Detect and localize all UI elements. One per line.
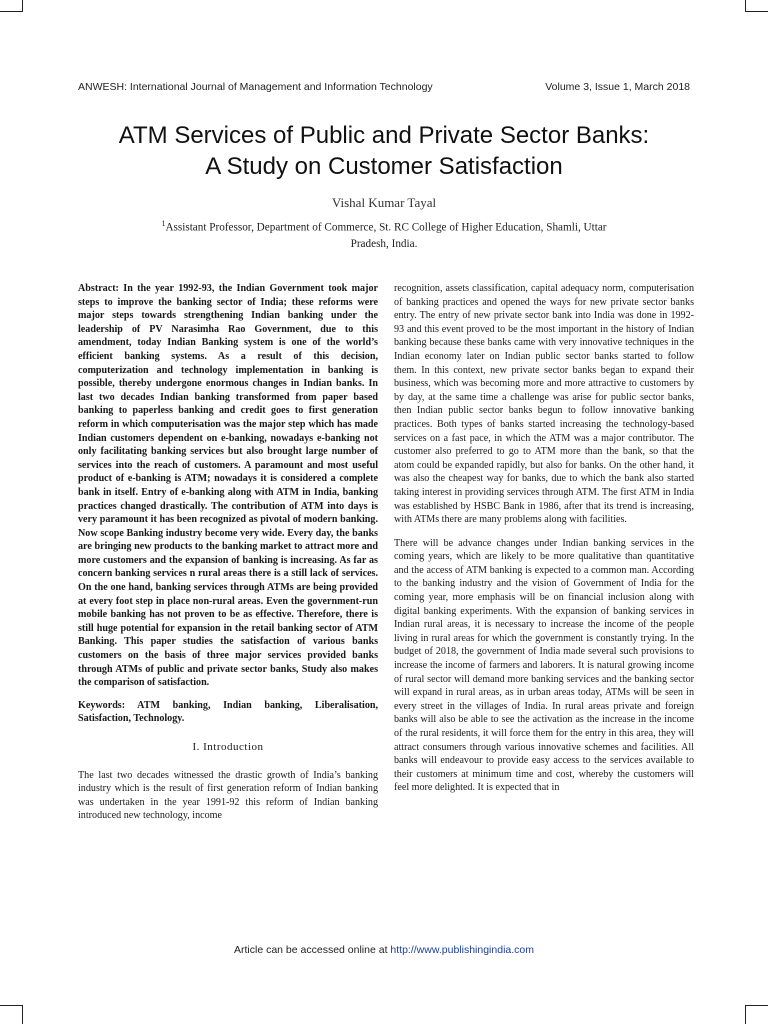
body-paragraph-2: There will be advance changes under Indian banking services in the coming years, which are likely to be more qualitative than quantitative and the access of ATM banking is expected to a common man. According to the banking industry and the vision of Government of India for the coming year, more emphasis will be on financial inclusion along with digital banking experiments. With the expansion of banking services in Indian rural areas, it is necessary to increase the income of the people living in rural areas for which the government is constantly trying. In the budget of 2018, the government of India made several such provisions to increase the income of farmers and laborers. It is natural growing income of rural sector will demand more banking services and the banking sector will expand in rural areas, as in urban areas today, ATMs will be seen in every street in the villages of India. In rural areas private and foreign banks will also be able to see the activation as the increase in the income of the rural residents, it will force them for the entry in this area, they will attract consumers through various innovative schemes and facilities. All banks will endeavour to provide easy access to the services available to their customers at minimum time and cost, whereby the customers will feel more delighted. It is expected that in [394,537,694,794]
footer-link[interactable]: http://www.publishingindia.com [390,944,534,956]
crop-mark [0,1005,22,1006]
right-column [394,282,694,795]
crop-mark [746,1005,768,1006]
intro-paragraph: The last two decades witnessed the drastic growth of India’s banking industry which is the result of first generation reform of Indian banking was undertaken in the year 1991-92 this reform of Indian banking introduced new technology, income [78,769,378,822]
affiliation-marker: 1 [161,219,166,228]
left-column [78,282,378,823]
crop-mark [22,0,23,12]
crop-mark [0,11,22,12]
crop-mark [745,1005,746,1024]
footer [0,944,768,956]
body-paragraph-1: recognition, assets classification, capital adequacy norm, computerisation of banking practices and opened the ways for new private sector banks entry. The entry of new private sector bank into India was done in 1992-93 and this event proved to be the most important in the history of Indian banking because these banks came with very innovative techniques in the Indian economy later on Indian public sector banks started to follow them. In this context, new private sector banks began to expand their business, which was becoming more and more attractive to customers by by day, at the same time a challenge was arise for public sector banks, then Indian public sector banks begun to follow innovative banking practices. Both types of banks started increasing the technology-based services on a fast pace, in which the ATM was a major contributor. The customer also preferred to go to ATM more than the bank, so that the atom could be expanded rapidly, but also for banks. On the other hand, it was also the cheapest way for banks, due to which the bank also started taking interest in providing services through ATM. The first ATM in India was established by HSBC Bank in 1986, after that its trend is increasing, with ATMs there are many problems along with facilities. [394,283,694,526]
paper-title [60,120,708,182]
title-line-1: ATM Services of Public and Private Sector Banks: [118,122,650,149]
affiliation [150,216,618,252]
keywords: Keywords: ATM banking, Indian banking, Liberalisation, Satisfaction, Technology. [78,699,378,725]
abstract: Abstract: In the year 1992-93, the Indian Government took major steps to improve the banking sector of India; these reforms were major steps towards strengthening Indian banking under the leadership of PV Narasimha Rao Government, due to this amendment, today Indian Banking system is one of the world’s efficient banking systems. As a result of this decision, computerization and technology implementation in banking is possible, thereby undergone enormous changes in Indian banks. In last two decades Indian banking transformed from paper based banking to paperless banking and credit goes to first generation reform in which computerisation was the major step which has made Indian customers dependent on e-banking, nowadays e-banking not only facilitating banking services but also brought large number of services into the reach of customers. A paramount and most useful product of e-banking is ATM; nowadays it is considered a complete bank in itself. Entry of e-banking along with ATM in India, banking practices changed drastically. The contribution of ATM into days is very paramount it has been recognized as pivotal of modern banking. Now scope Banking industry become very wide. Every day, the banks are bringing new products to the banking market to attract more and more customers and the expansion of banking is increasing. As far as concern banking services n rural areas there is a still lack of services. On the one hand, banking services through ATMs are being provided at every foot step in place non-rural areas. Even the government-run mobile banking has not proven to be as effective. Therefore, there is still huge potential for expansion in the retail banking sector of ATM Banking. This paper studies the satisfaction of various banks customers on the basis of three major services provided banks through ATMs of public and private sector banks, Study also makes the comparison of satisfaction. [78,283,378,689]
crop-mark [745,0,746,12]
crop-mark [22,1005,23,1024]
affiliation-text: Assistant Professor, Department of Commerce, St. RC College of Higher Education, Shamli, Uttar Pradesh, India. [165,221,607,250]
running-header [78,81,690,97]
journal-name: ANWESH: International Journal of Management and Information Technology [78,81,433,93]
author-name: Vishal Kumar Tayal [331,195,437,210]
crop-mark [746,11,768,12]
section-heading: I. Introduction [192,741,264,753]
title-line-2: A Study on Customer Satisfaction [205,153,563,180]
footer-text: Article can be accessed online at [233,944,391,956]
issue-info: Volume 3, Issue 1, March 2018 [545,81,690,93]
